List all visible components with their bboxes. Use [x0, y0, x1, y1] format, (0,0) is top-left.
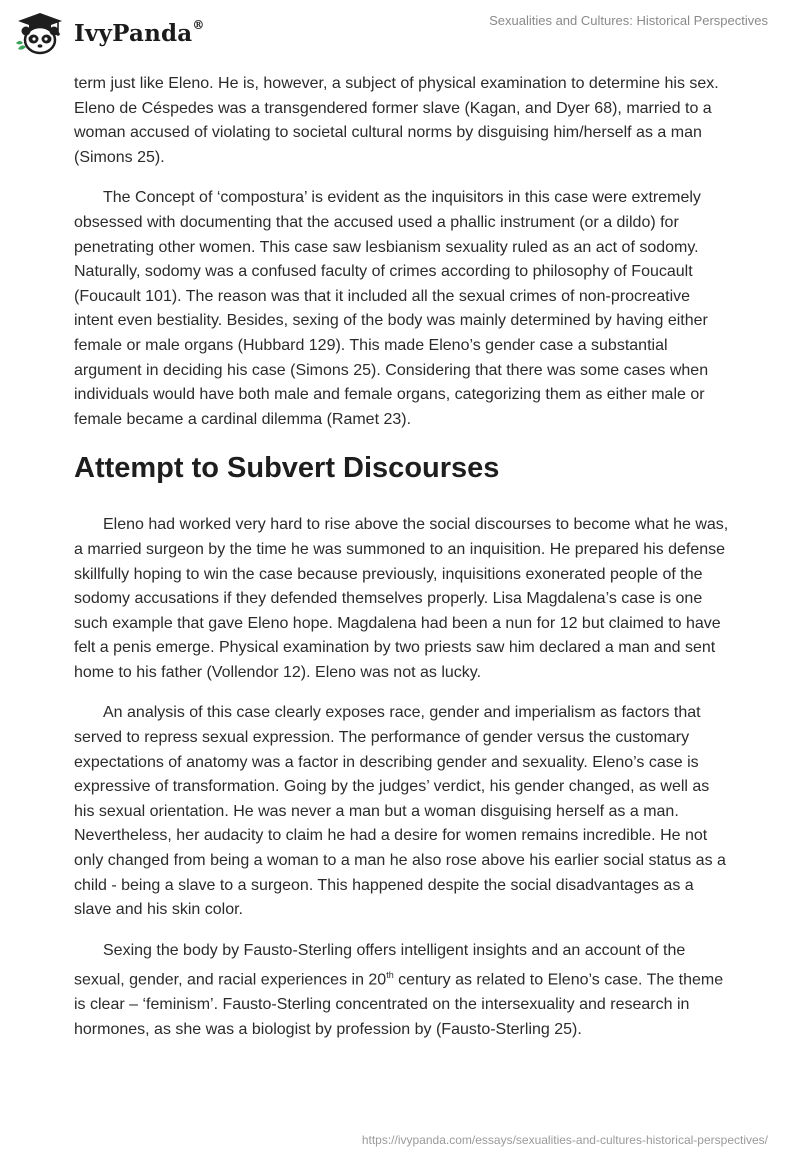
paragraph-3: Eleno had worked very hard to rise above the social discourses to become what he was, a married surgeon by the time he was summoned to an inquisition. He prepared his defense skillfully hoping to win the case because previously, inquisitions exonerated people of the sodomy accusations if they defended themselves properly. Lisa Magdalena’s case is one such example that gave Eleno hope. Magdalena had been a nun for 12 but claimed to have felt a penis emerge. Physical examination by two priests saw him declared a man and sent home to his father (Vollendor 12). Eleno was not as lucky.: [74, 516, 729, 681]
registered-mark: ®: [192, 17, 205, 32]
paragraph-4: An analysis of this case clearly exposes race, gender and imperialism as factors that served to repress sexual expression. The performance of gender versus the customary expectations of anatomy was a factor in describing gender and sexuality. Eleno’s case is expressive of transformation. Going by the judges’ verdict, his gender changed, as well as his sexual orientation. He was never a man but a woman disguising herself as a man. Nevertheless, her audacity to claim he had a desire for women remains incredible. He not only changed from being a woman to a man he also rose above his earlier social status as a child - being a slave to a surgeon. This happened despite the social disadvantages as a slave and his skin color.: [74, 704, 726, 919]
ivypanda-logo[interactable]: [14, 8, 205, 58]
source-url[interactable]: https://ivypanda.com/essays/sexualities-and-cultures-historical-perspectives/: [361, 1133, 768, 1147]
logo-wordmark: IvyPanda: [74, 19, 193, 47]
paragraph-5: [74, 939, 730, 1043]
paragraph-1: term just like Eleno. He is, however, a subject of physical examination to determine his sex. Eleno de Céspedes was a transgendered former slave (Kagan, and Dyer 68), married to a woman accused of violating to societal cultural norms by disguising him/herself as a man (Simons 25).: [74, 75, 719, 166]
paragraph-5-text-a: Sexing the body by Fausto-Sterling offers intelligent insights and an account of the sexual, gender, and racial experiences in 20: [74, 941, 686, 989]
panda-graduate-icon: [14, 11, 66, 55]
page-header: [0, 0, 800, 70]
paragraph-5-text-b: century as related to Eleno’s case. The theme is clear – ‘feminism’. Fausto-Sterling concentrated on the intersexuality and research in hormones, as she was a biologist by profession by (Fausto-Sterling 25).: [74, 971, 724, 1038]
ordinal-superscript: th: [386, 970, 394, 981]
paragraph-2: The Concept of ‘compostura’ is evident as the inquisitors in this case were extremely obsessed with documenting that the accused used a phallic instrument (or a dildo) for penetrating other women. This case saw lesbianism sexuality ruled as an act of sodomy. Naturally, sodomy was a confused faculty of crimes according to philosophy of Foucault (Foucault 101). The reason was that it included all the sexual crimes of non-procreative intent even bestiality. Besides, sexing of the body was mainly determined by having either female or male organs (Hubbard 129). This made Eleno’s gender case a substantial argument in deciding his case (Simons 25). Considering that there was some cases when individuals would have both male and female organs, categorizing them as either male or female became a cardinal dilemma (Ramet 23).: [74, 189, 709, 428]
logo-text: [74, 17, 205, 47]
document-title: Sexualities and Cultures: Historical Perspectives: [489, 13, 768, 28]
section-heading: Attempt to Subvert Discourses: [74, 452, 500, 485]
essay-content: [74, 72, 730, 1059]
